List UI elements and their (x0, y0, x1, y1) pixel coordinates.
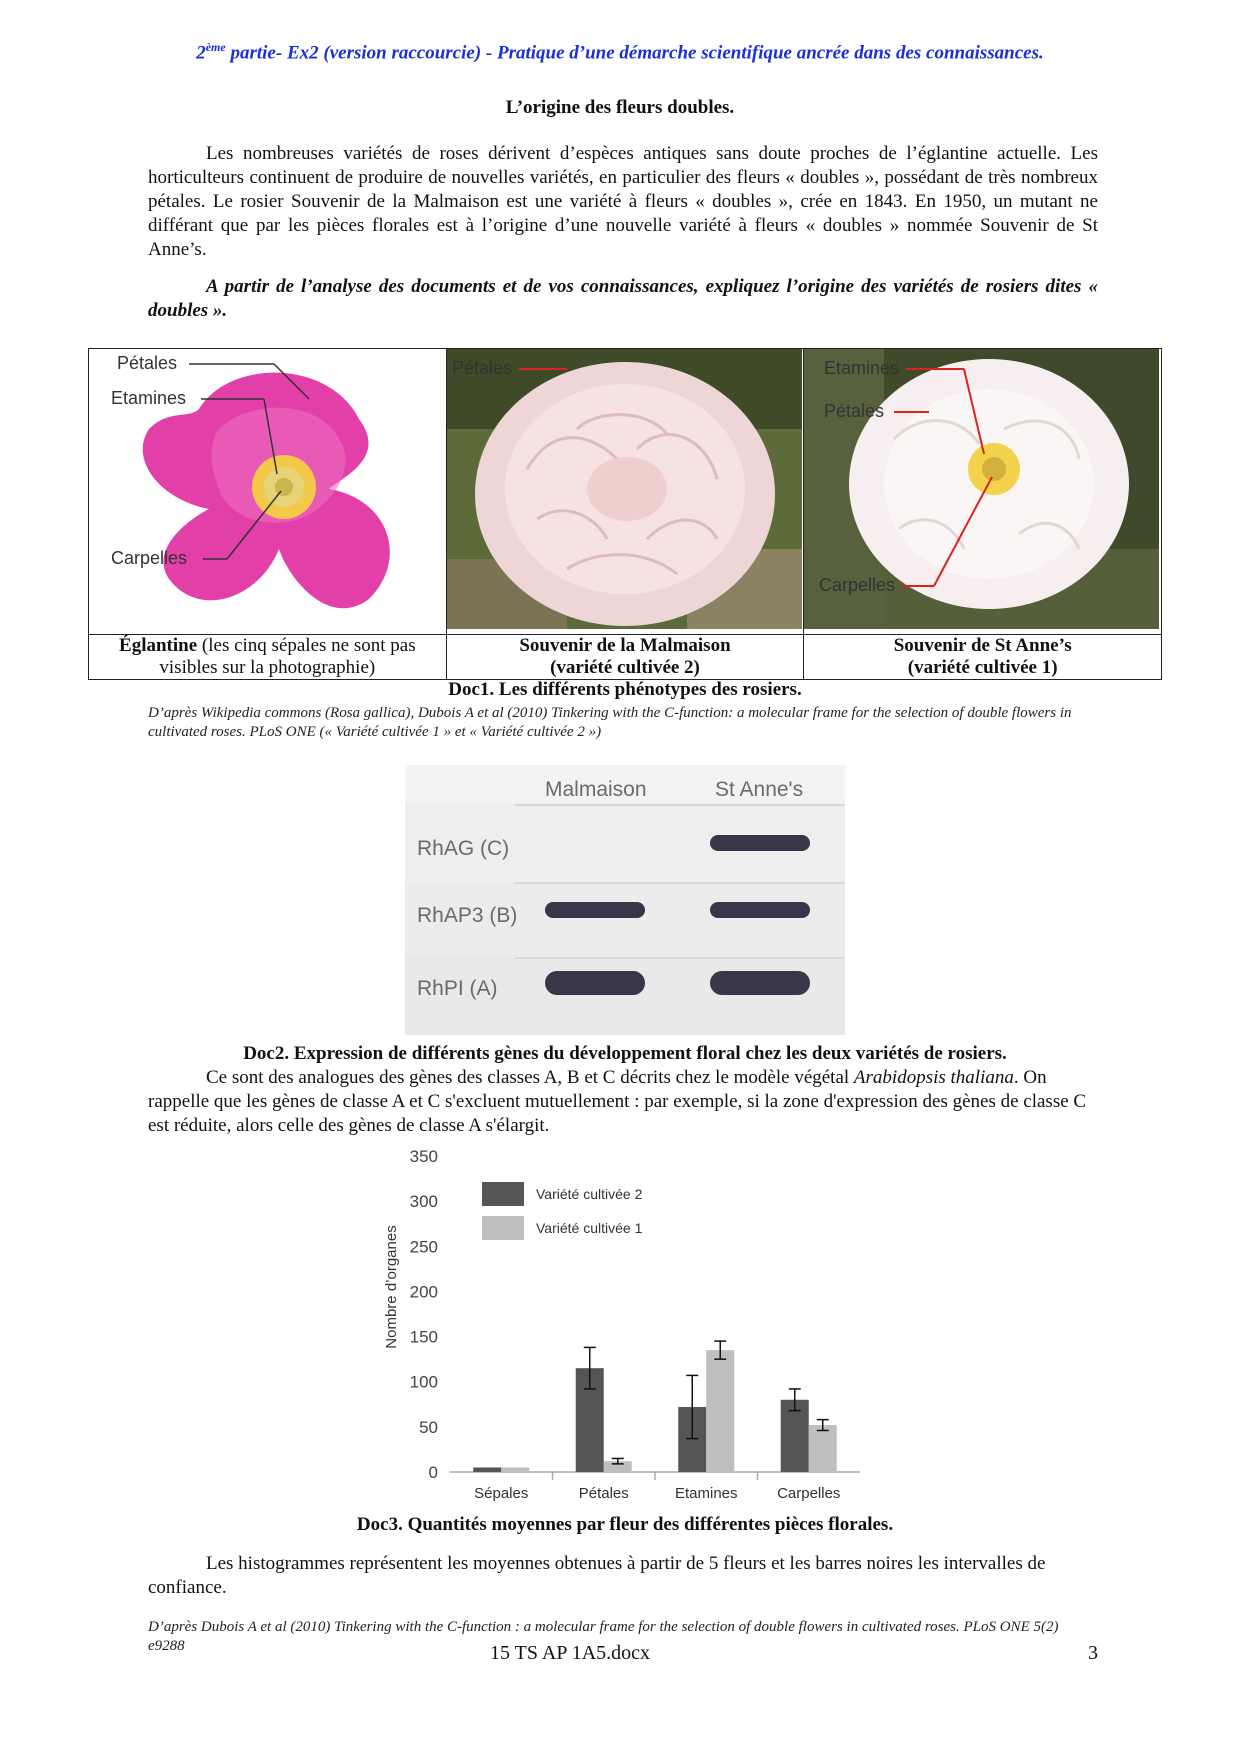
footer-page-number: 3 (1088, 1642, 1098, 1664)
bar-1-0 (501, 1467, 529, 1472)
legend-swatch-1 (482, 1216, 524, 1240)
doc3-bar-chart (370, 1142, 870, 1512)
chart-xtick-1: Pétales (578, 1485, 629, 1502)
stannes-caption-cell (804, 635, 1162, 680)
gel-band-stannes-0 (710, 835, 810, 851)
page-header (150, 40, 1090, 64)
doc2-gel-image (405, 765, 845, 1035)
gel-col-malmaison: Malmaison (545, 778, 647, 801)
eglantine-label-carpelles: Carpelles (111, 548, 188, 568)
chart-xtick-2: Etamines (674, 1485, 738, 1502)
doc1-source: D’après Wikipedia commons (Rosa gallica), Dubois A et al (2010) Tinkering with the C-function: a molecular frame for the selection of double flowers in cultivated roses. PLoS ONE (« Variété cultivée 1 » et « Variété cultivée 2 ») (148, 705, 1072, 740)
doc2-text-italic: Arabidopsis thaliana (853, 1067, 1014, 1088)
legend-swatch-0 (482, 1182, 524, 1206)
malmaison-flower (475, 362, 775, 626)
stannes-label-carpelles: Carpelles (819, 575, 896, 595)
chart-ytick-1: 50 (419, 1417, 438, 1437)
legend-label-0: Variété cultivée 2 (536, 1186, 643, 1202)
eglantine-photo-cell (89, 349, 447, 635)
exercise-title: L’origine des fleurs doubles. (505, 97, 735, 118)
doc2-text (148, 1066, 1098, 1138)
gel-band-stannes-1 (710, 902, 810, 918)
footer-filename: 15 TS AP 1A5.docx (490, 1642, 651, 1664)
doc3-caption: Doc3. Quantités moyennes par fleur des différentes pièces florales. (356, 1514, 894, 1535)
intro-paragraph: Les nombreuses variétés de roses dérivent d’espèces antiques sans doute proches de l’églantine actuelle. Les horticulteurs continuent de produire de nouvelles variétés, en particulier des fleurs « doubles », possédant de très nombreux pétales. Le rosier Souvenir de la Malmaison est une variété à fleurs « doubles », crée en 1843. En 1950, un mutant ne différant que par les pièces florales est à l’origine d’une nouvelle variété à fleurs « doubles » nommée Souvenir de St Anne’s. (148, 143, 1098, 260)
doc2-caption: Doc2. Expression de différents gènes du développement floral chez les deux variétés de rosiers. (243, 1043, 1007, 1064)
eglantine-label-etamines: Etamines (111, 388, 187, 408)
question-paragraph: A partir de l’analyse des documents et de vos connaissances, expliquez l’origine des variétés de rosiers dites « doubles ». (148, 276, 1098, 321)
bar-1-2 (706, 1350, 734, 1472)
chart-xtick-3: Carpelles (777, 1485, 841, 1502)
gel-row-rhag: RhAG (C) (417, 837, 510, 860)
doc2-text-before: Ce sont des analogues des gènes des classes A, B et C décrits chez le modèle végétal (206, 1067, 854, 1088)
chart-ytick-6: 300 (409, 1192, 438, 1212)
stannes-caption-line1: Souvenir de St Anne’s (893, 635, 1072, 656)
doc2-text-after: . On rappelle que les gènes de classe A et C s'excluent mutuellement : par exemple, si la zone d'expression des gènes de classe C est réduite, alors celle des gènes de classe A s'élargit. (148, 1067, 1087, 1136)
malmaison-caption-line1: Souvenir de la Malmaison (519, 635, 731, 656)
gel-row-rhap3: RhAP3 (B) (417, 904, 518, 927)
malmaison-photo-cell (446, 349, 804, 635)
eglantine-photo (89, 349, 444, 629)
header-prefix: 2 (196, 42, 206, 64)
header-text: partie- Ex2 (version raccourcie) - Pratique d’une démarche scientifique ancrée dans des connaissances. (225, 42, 1044, 64)
chart-ytick-0: 0 (428, 1463, 438, 1482)
gel-row-rhpi: RhPI (A) (417, 977, 498, 1000)
chart-ytick-5: 250 (409, 1237, 438, 1257)
gel-col-stannes: St Anne's (715, 778, 804, 801)
chart-ytick-3: 150 (409, 1327, 438, 1347)
malmaison-photo (447, 349, 802, 629)
gel-band-malmaison-1 (545, 902, 645, 918)
chart-ytick-4: 200 (409, 1282, 438, 1302)
gel-band-malmaison-2 (545, 971, 645, 995)
bar-1-3 (809, 1425, 837, 1472)
malmaison-caption-line2: (variété cultivée 2) (550, 657, 700, 678)
stannes-label-petales: Pétales (824, 401, 885, 421)
doc3-source: D’après Dubois A et al (2010) Tinkering with the C-function : a molecular frame for the selection of double flowers in cultivated roses. PLoS ONE 5(2) e9288 (148, 1619, 1059, 1654)
doc1-caption: Doc1. Les différents phénotypes des rosiers. (448, 679, 802, 700)
stannes-caption-line2: (variété cultivée 1) (907, 657, 1058, 678)
chart-ytick-7: 350 (409, 1147, 438, 1166)
header-sup: ème (205, 40, 226, 54)
doc1-table (88, 348, 1162, 680)
malmaison-label-petales: Pétales (451, 358, 512, 378)
chart-ylabel: Nombre d’organes (383, 1225, 400, 1349)
eglantine-label-petales: Pétales (117, 353, 178, 373)
stannes-photo-cell (804, 349, 1162, 635)
malmaison-caption-cell (446, 635, 804, 680)
bar-0-0 (473, 1467, 501, 1472)
doc3-note: Les histogrammes représentent les moyennes obtenues à partir de 5 fleurs et les barres noires les intervalles de confiance. (148, 1553, 1046, 1598)
stannes-label-etamines: Etamines (824, 358, 900, 378)
chart-xtick-0: Sépales (474, 1485, 529, 1502)
chart-bars (473, 1341, 837, 1472)
stannes-photo (804, 349, 1159, 629)
chart-legend (482, 1182, 643, 1240)
gel-band-stannes-2 (710, 971, 810, 995)
chart-ytick-2: 100 (409, 1372, 438, 1392)
eglantine-caption-cell (89, 635, 447, 680)
eglantine-caption-rest: (les cinq sépales ne sont pas visibles sur la photographie) (159, 635, 416, 678)
eglantine-caption-bold: Églantine (119, 635, 198, 656)
legend-label-1: Variété cultivée 1 (536, 1220, 643, 1236)
